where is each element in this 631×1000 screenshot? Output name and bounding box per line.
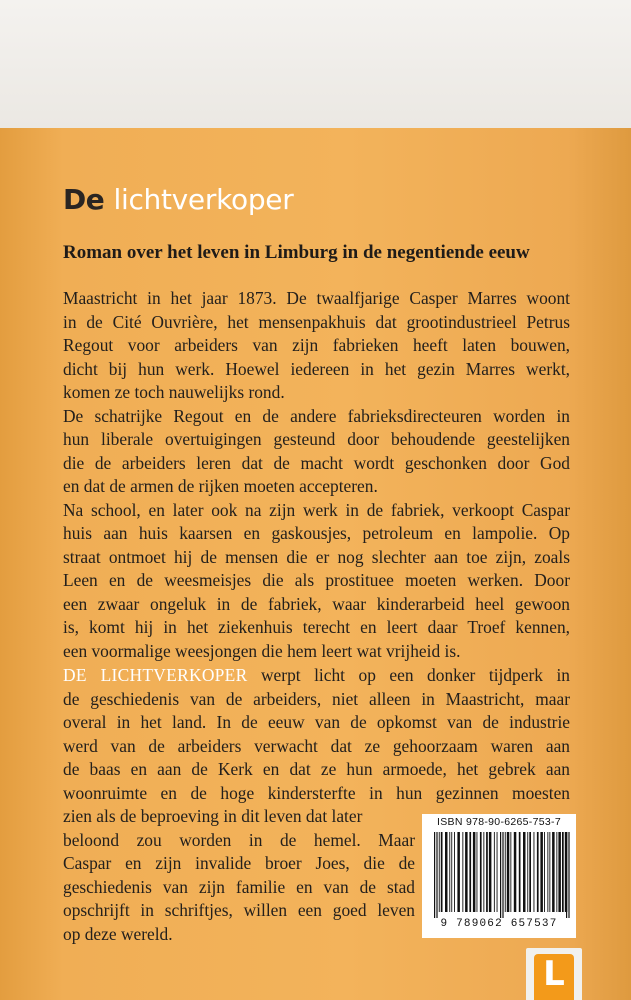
blurb-line: de baas en aan de Kerk en dat ze hun armoede, het gebrek aan — [63, 759, 570, 779]
blurb-line: in de Cité Ouvrière, het mensenpakhuis dat grootindustrieel Petrus — [63, 311, 570, 332]
blurb-line: Regout voor arbeiders van zijn fabrieken heeft laten bouwen, — [63, 335, 570, 355]
isbn-barcode — [422, 814, 576, 938]
blurb-line: woonruimte en de hoge kindersterfte in hun gezinnen moesten — [63, 782, 570, 803]
blurb-line: een voormalige weesjongen die hem leert wat vrijheid is. — [63, 640, 461, 661]
book-subtitle: Roman over het leven in Limburg in de negentiende eeuw — [63, 242, 530, 263]
blurb-line: een zwaar ongeluk in de fabriek, waar kinderarbeid heel gewoon — [63, 593, 570, 614]
blurb-line: Leen en de weesmeisjes die als prostituee moeten werken. Door — [63, 570, 570, 590]
blurb-line: werd van de arbeiders verwacht dat ze gehoorzaam waren aan — [63, 735, 570, 756]
publisher-logo — [526, 948, 582, 1000]
publisher-logo-box — [534, 954, 574, 1000]
blurb-line: Na school, en later ook na zijn werk in de fabriek, verkoopt Caspar — [63, 499, 570, 520]
blurb-line: komen ze toch nauwelijks rond. — [63, 382, 285, 402]
blurb-line: Caspar en zijn invalide broer Joes, die de — [63, 853, 415, 873]
blurb-line: dicht bij hun werk. Hoewel iedereen in het gezin Marres werkt, — [63, 358, 570, 379]
blurb-paragraph-1 — [63, 287, 570, 663]
blurb-line: die de arbeiders leren dat de macht wordt geschonken door God — [63, 452, 570, 473]
blurb-line: opschrijft in schriftjes, willen een goed leven — [63, 900, 415, 920]
blurb-line: Maastricht in het jaar 1873. De twaalfjarige Casper Marres woont — [63, 288, 570, 308]
blurb-line: beloond zou worden in de hemel. Maar — [63, 829, 415, 850]
blurb-line: huis aan huis kaarsen en gaskousjes, petroleum en lampolie. Op — [63, 523, 570, 543]
blurb-line: hun liberale overtuigingen gesteund door behoudende geestelijken — [63, 429, 570, 449]
ean-digits: 9 789062 657537 — [440, 918, 558, 930]
top-band — [0, 0, 631, 128]
blurb-line: de geschiedenis van de arbeiders, niet alleen in Maastricht, maar — [63, 688, 570, 709]
blurb-line: op deze wereld. — [63, 923, 173, 944]
publisher-logo-letter: L — [543, 954, 565, 994]
blurb-line: en dat de armen de rijken moeten accepteren. — [63, 476, 378, 496]
blurb-line — [63, 664, 570, 688]
book-title — [63, 183, 293, 216]
title-part-lichtverkoper: lichtverkoper — [113, 183, 294, 216]
blurb-line: De schatrijke Regout en de andere fabrieksdirecteuren worden in — [63, 405, 570, 426]
barcode-bars — [432, 832, 572, 918]
blurb-line: zien als de beproeving in dit leven dat later — [63, 806, 363, 826]
title-small-caps: DE LICHTVERKOPER — [63, 665, 248, 685]
blurb-line: straat ontmoet hij de mensen die er nog slechter aan toe zijn, zoals — [63, 546, 570, 567]
blurb-line: is, komt hij in het ziekenhuis terecht en leert daar Troef kennen, — [63, 617, 570, 637]
title-part-de: De — [63, 183, 105, 216]
blurb-line-rest: werpt licht op een donker tijdperk in — [247, 665, 570, 685]
blurb-line: overal in het land. In de eeuw van de opkomst van de industrie — [63, 712, 570, 732]
blurb-line: geschiedenis van zijn familie en van de stad — [63, 876, 415, 897]
isbn-label: ISBN 978-90-6265-753-7 — [437, 816, 561, 828]
